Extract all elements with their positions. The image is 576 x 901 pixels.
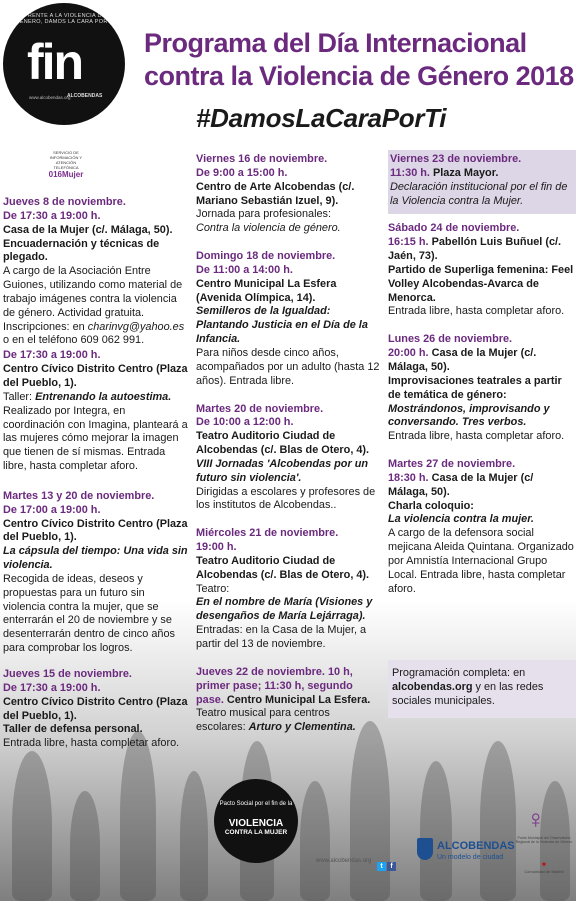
phone-info-line: SERVICIO DE INFORMACIÓN Y ATENCIÓN TELEFÓNICA xyxy=(49,150,83,170)
logo-url: www.alcobendas.org xyxy=(29,95,71,100)
column-2 xyxy=(196,153,382,744)
event-time: De 9:00 a 15:00 h. xyxy=(196,166,288,179)
page-title xyxy=(144,27,576,93)
event-block xyxy=(3,196,189,348)
event-title: Semilleros de la Igualdad: Plantando Justicia en el Día de la Infancia. xyxy=(196,305,368,346)
event-heading: 20:00 h. Casa de la Mujer (c/. Málaga, 50). xyxy=(388,347,537,373)
event-block xyxy=(388,458,576,596)
logo-fin-text: fin xyxy=(27,34,83,90)
event-description-2: Entrada libre, hasta completar aforo. xyxy=(388,430,565,443)
event-day: Viernes 23 de noviembre. xyxy=(390,153,522,165)
event-place: Centro Cívico Distrito Centro (Plaza del Pueblo, 1). xyxy=(3,517,188,544)
event-title: Taller de defensa personal. xyxy=(3,723,143,736)
twitter-icon[interactable]: t xyxy=(377,862,386,871)
event-description: Entrada libre, hasta completar aforo. xyxy=(3,737,180,750)
event-day: Viernes 16 de noviembre. xyxy=(196,153,328,165)
event-block xyxy=(196,666,382,735)
alcobendas-name: ALCOBENDAS xyxy=(437,840,515,852)
event-heading: 18:30 h. Casa de la Mujer (c/ Málaga, 50). xyxy=(388,471,534,498)
event-block xyxy=(388,222,576,319)
venus-symbol-icon: ♀ xyxy=(526,804,546,834)
event-description: Partido de Superliga femenina: Feel Volley Alcobendas-Avarca de Menorca. xyxy=(388,263,574,304)
event-time: De 17:30 a 19:00 h. xyxy=(3,209,101,222)
event-title: Taller: Entrenando la autoestima. xyxy=(3,390,172,403)
full-program-note: Programación completa: en alcobendas.org y en las redes sociales municipales. xyxy=(392,667,544,708)
event-place: Centro Municipal La Esfera (Avenida Olímpica, 14). xyxy=(196,277,337,304)
event-time: De 17:00 a 19:00 h. xyxy=(3,503,101,516)
punto-municipal-logo: Punto Municipal del Observatorio Regional de la Violencia de Género xyxy=(515,836,573,845)
event-place: Centro Cívico Distrito Centro (Plaza del Pueblo, 1). xyxy=(3,695,188,722)
event-description: Improvisaciones teatrales a partir de temática de género: xyxy=(388,374,562,401)
event-day: Jueves 8 de noviembre. xyxy=(3,196,126,208)
event-day: Miércoles 21 de noviembre. xyxy=(196,527,339,540)
column-3 xyxy=(388,150,576,605)
event-title: Mostrándonos, improvisando y conversando. Tres verbos. xyxy=(388,402,550,429)
event-place: Centro de Arte Alcobendas (c/. Mariano Sebastián Izuel, 9). xyxy=(196,180,355,207)
title-line-2: contra la Violencia de Género 2018 xyxy=(144,60,574,91)
event-title: Contra la violencia de género. xyxy=(196,222,341,235)
event-place: Teatro Auditorio Ciudad de Alcobendas (c/. Blas de Otero, 4). xyxy=(196,430,370,457)
event-block xyxy=(196,527,382,652)
event-day: Lunes 26 de noviembre. xyxy=(388,333,513,346)
event-heading: 11:30 h. Plaza Mayor. xyxy=(390,166,499,179)
event-heading: Jueves 22 de noviembre. 10 h, primer pase; 11:30 h, segundo pase. Centro Municipal La Esfera. xyxy=(196,665,371,706)
phone-016-badge xyxy=(44,150,88,179)
footer-url-link[interactable]: www.alcobendas.org xyxy=(316,858,372,864)
event-pre: Teatro: xyxy=(196,582,230,595)
event-description: A cargo de la Asociación Entre Guiones, utilizando como material de trabajo imágenes contra la violencia de género. Actividad gratuita. Inscripciones: en charinvg@yahoo.es o en el teléfono 609 062 991. xyxy=(3,265,185,347)
event-description: Entradas: en la Casa de la Mujer, a partir del 13 de noviembre. xyxy=(196,624,367,650)
event-title: Encuadernación y técnicas de plegado. xyxy=(3,237,160,264)
logo-arc-text: FRENTE A LA VIOLENCIA DE GÉNERO, DAMOS LA CARA POR TI xyxy=(15,13,115,25)
event-place: Teatro Auditorio Ciudad de Alcobendas (c/. Blas de Otero, 4). xyxy=(196,554,370,581)
alcobendas-link[interactable]: alcobendas.org xyxy=(392,681,473,694)
pacto-line-1: Pacto Social por el fin de la xyxy=(219,801,293,807)
event-time: De 11:00 a 14:00 h. xyxy=(196,263,293,276)
event-day: Martes 13 y 20 de noviembre. xyxy=(3,489,155,502)
pacto-line-3: CONTRA LA MUJER xyxy=(224,829,288,836)
event-day: Jueves 15 de noviembre. xyxy=(3,668,132,680)
event-description: Teatro musical para centros escolares: Arturo y Clementina. xyxy=(196,707,356,734)
event-block xyxy=(3,490,189,656)
fin-logo xyxy=(3,3,125,125)
email-link[interactable]: charinvg@yahoo.es xyxy=(87,320,185,333)
event-block xyxy=(196,250,382,388)
event-block xyxy=(388,150,576,208)
event-title: La cápsula del tiempo: Una vida sin violencia. xyxy=(3,545,188,572)
comunidad-madrid-logo: ✶ Comunidad de Madrid xyxy=(514,860,574,874)
event-place: Centro Cívico Distrito Centro (Plaza del Pueblo, 1). xyxy=(3,363,188,389)
event-block xyxy=(196,153,382,236)
hashtag: #DamosLaCaraPorTi xyxy=(196,103,447,133)
event-day: Martes 20 de noviembre. xyxy=(196,402,324,415)
event-block xyxy=(388,333,576,444)
event-day: Sábado 24 de noviembre. xyxy=(388,222,520,235)
event-description-2: Entrada libre, hasta completar aforo. xyxy=(388,305,565,318)
event-description: Jornada para profesionales: xyxy=(196,208,332,221)
event-description: Dirigidas a escolares y profesores de los institutos de Alcobendas.. xyxy=(196,485,376,512)
event-title: VIII Jornadas 'Alcobendas por un futuro sin violencia'. xyxy=(196,457,369,484)
event-description: Para niños desde cinco años, acompañados por un adulto (hasta 12 años). Entrada libre. xyxy=(196,346,380,387)
event-description: Recogida de ideas, deseos y propuestas para un futuro sin violencia contra la mujer, que se enterrarán el 20 de noviembre y se desenterrarán dentro de cinco años para comprobar los logros. xyxy=(3,572,175,655)
event-description: Realizado por Integra, en coordinación con Imagina, planteará a las mujeres cómo mejorar la imagen que tienen de sí mismas. Entrada libre, hasta completar aforo. xyxy=(3,404,188,473)
pacto-line-2: VIOLENCIA xyxy=(228,818,284,829)
event-title: En el nombre de María (Visiones y desengaños de María Lejárraga). xyxy=(196,596,373,623)
event-day: Martes 27 de noviembre. xyxy=(388,458,516,471)
social-icons xyxy=(377,855,397,873)
event-description: A cargo de la defensora social mejicana Aleida Quintana. Organizado por Amnistía Internacional Grupo Local. Entrada libre, hasta completar aforo. xyxy=(388,527,574,595)
event-title: Declaración institucional por el fin de la Violencia contra la Mujer. xyxy=(390,180,568,207)
event-time: 19:00 h. xyxy=(196,541,237,554)
phone-016-label: 016Mujer xyxy=(48,170,84,179)
title-line-1: Programa del Día Internacional xyxy=(144,28,527,58)
logo-alcobendas: ALCOBENDAS xyxy=(67,93,103,99)
facebook-icon[interactable]: f xyxy=(387,862,396,871)
event-time: De 17:30 a 19:00 h. xyxy=(3,681,101,694)
event-block xyxy=(3,668,189,751)
event-pre: Charla coloquio: xyxy=(388,499,474,512)
event-block xyxy=(3,349,189,474)
pacto-social-logo xyxy=(214,779,298,863)
column-1 xyxy=(3,196,189,760)
alcobendas-slogan: Un modelo de ciudad xyxy=(437,854,504,861)
event-place: Casa de la Mujer (c/. Málaga, 50). xyxy=(3,223,173,236)
event-time: De 10:00 a 12:00 h. xyxy=(196,416,294,429)
event-title: La violencia contra la mujer. xyxy=(388,513,534,526)
shield-icon xyxy=(417,838,433,860)
event-block xyxy=(196,403,382,514)
event-heading: 16:15 h. Pabellón Luis Buñuel (c/. Jaén, 73). xyxy=(388,236,562,263)
event-time: De 17:30 a 19:00 h. xyxy=(3,349,101,362)
event-day: Domingo 18 de noviembre. xyxy=(196,250,336,263)
madrid-star-icon: ✶ xyxy=(540,860,548,869)
